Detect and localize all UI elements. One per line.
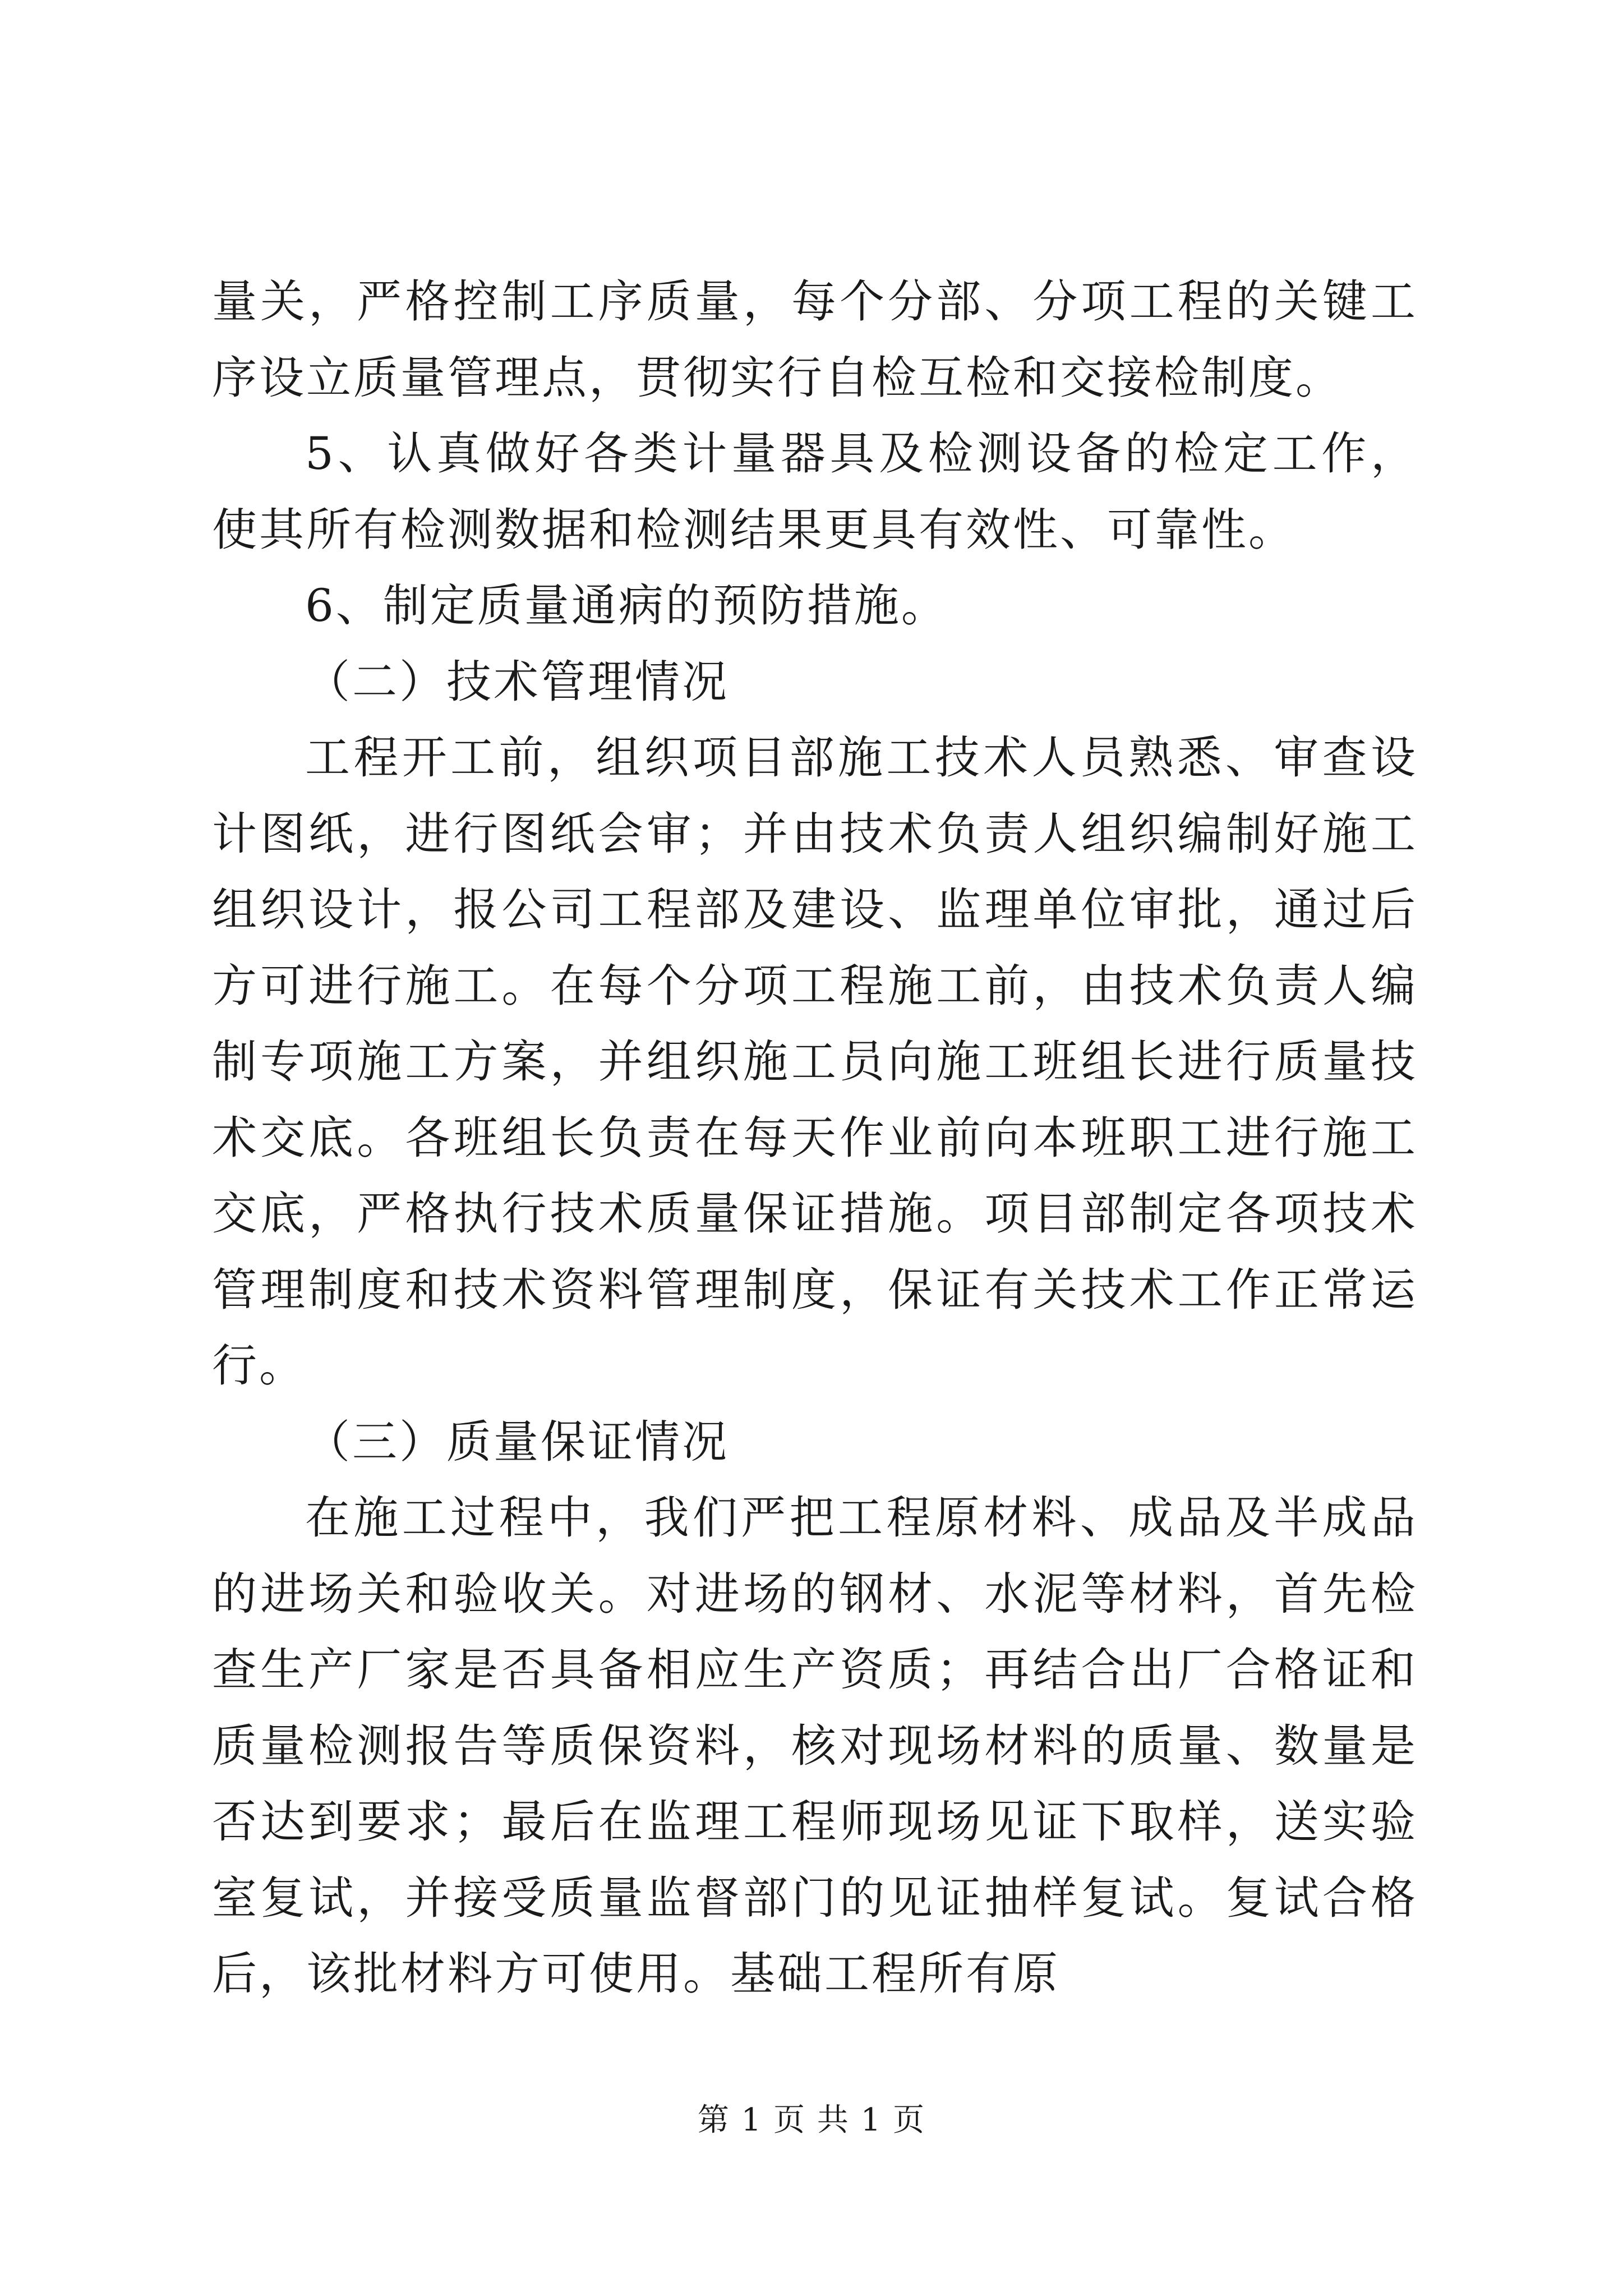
paragraph-item-5: 5、认真做好各类计量器具及检测设备的检定工作，使其所有检测数据和检测结果更具有效性、可靠性。 [212,427,1418,556]
section-heading-technical-management: （二）技术管理情况 [305,655,729,708]
paragraph-quality-assurance: 在施工过程中，我们严把工程原材料、成品及半成品的进场关和验收关。对进场的钢材、水泥等材料，首先检查生产厂家是否具备相应生产资质；再结合出厂合格证和质量检测报告等质保资料，核对现场材料的质量、数量是否达到要求；最后在监理工程师现场见证下取样，送实验室复试，并接受质量监督部门的见证抽样复试。复试合格后，该批材料方可使用。基础工程所有原 [212,1492,1418,2000]
page-footer [0,2101,1623,2140]
document-body [212,264,1418,2012]
paragraph-item-6: 6、制定质量通病的预防措施。 [305,579,948,632]
paragraph-technical-management: 工程开工前，组织项目部施工技术人员熟悉、审查设计图纸，进行图纸会审；并由技术负责人组织编制好施工组织设计，报公司工程部及建设、监理单位审批，通过后方可进行施工。在每个分项工程施工前，由技术负责人编制专项施工方案，并组织施工员向施工班组长进行质量技术交底。各班组长负责在每天作业前向本班职工进行施工交底，严格执行技术质量保证措施。项目部制定各项技术管理制度和技术资料管理制度，保证有关技术工作正常运行。 [212,731,1418,1392]
section-heading-quality-assurance: （三）质量保证情况 [305,1415,729,1468]
paragraph-continuation: 量关，严格控制工序质量，每个分部、分项工程的关键工序设立质量管理点，贯彻实行自检互检和交接检制度。 [212,275,1418,404]
page-number-label: 第 1 页 共 1 页 [697,2102,926,2138]
